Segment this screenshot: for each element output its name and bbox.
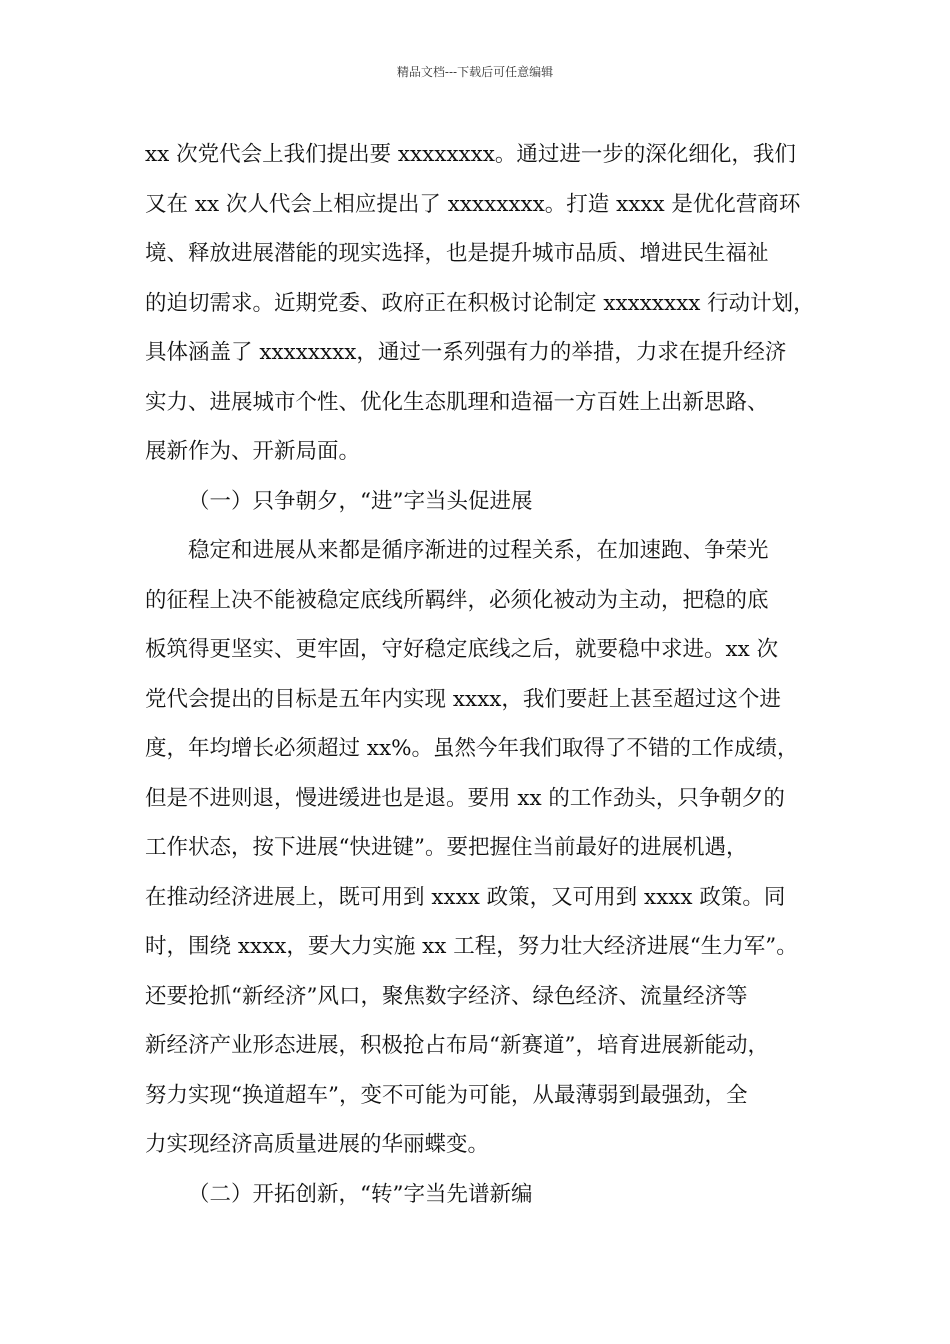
page-header: 精品文档---下载后可任意编辑 xyxy=(396,65,554,79)
document-body xyxy=(145,130,825,1219)
paragraph-line: 又在 xx 次人代会上相应提出了 xxxxxxxx。打造 xxxx 是优化营商环 xyxy=(145,191,801,217)
paragraph-line: 的迫切需求。近期党委、政府正在积极讨论制定 xxxxxxxx 行动计划， xyxy=(145,290,815,316)
paragraph-line: 在推动经济进展上，既可用到 xxxx 政策，又可用到 xxxx 政策。同 xyxy=(145,884,786,910)
paragraph-line: 力实现经济高质量进展的华丽蝶变。 xyxy=(145,1132,490,1157)
paragraph-line: 努力实现“换道超车”，变不可能为可能，从最薄弱到最强劲，全 xyxy=(145,1082,748,1108)
paragraph-line: 还要抢抓“新经济”风口，聚焦数字经济、绿色经济、流量经济等 xyxy=(145,983,748,1009)
paragraph-line: 的征程上决不能被稳定底线所羁绊，必须化被动为主动，把稳的底 xyxy=(145,587,769,613)
paragraph-line: 工作状态，按下进展“快进键”。要把握住当前最好的进展机遇， xyxy=(145,835,748,860)
paragraph-line: xx 次党代会上我们提出要 xxxxxxxx。通过进一步的深化细化，我们 xyxy=(145,142,796,167)
paragraph-line: 时，围绕 xxxx，要大力实施 xx 工程，努力壮大经济进展“生力军”。 xyxy=(145,934,798,959)
paragraph-line: 稳定和进展从来都是循序渐进的过程关系，在加速跑、争荣光 xyxy=(188,538,769,563)
section-heading-2: （二）开拓创新，“转”字当先谱新编 xyxy=(188,1181,533,1207)
paragraph-line: 度，年均增长必须超过 xx%。虽然今年我们取得了不错的工作成绩， xyxy=(145,736,799,761)
paragraph-line: 境、释放进展潜能的现实选择，也是提升城市品质、增进民生福祉 xyxy=(145,241,769,266)
paragraph-line: 板筑得更坚实、更牢固，守好稳定底线之后，就要稳中求进。xx 次 xyxy=(145,637,779,662)
paragraph-line: 新经济产业形态进展，积极抢占布局“新赛道”，培育进展新能动， xyxy=(145,1033,769,1058)
paragraph-line: 党代会提出的目标是五年内实现 xxxx，我们要赶上甚至超过这个进 xyxy=(145,686,781,712)
section-heading-1: （一）只争朝夕，“进”字当头促进展 xyxy=(188,488,533,514)
paragraph-line: 展新作为、开新局面。 xyxy=(145,439,361,464)
paragraph-line: 实力、进展城市个性、优化生态肌理和造福一方百姓上出新思路、 xyxy=(145,389,769,415)
paragraph-line: 但是不进则退，慢进缓进也是退。要用 xx 的工作劲头，只争朝夕的 xyxy=(145,785,785,811)
paragraph-line: 具体涵盖了 xxxxxxxx，通过一系列强有力的举措，力求在提升经济 xyxy=(145,340,787,365)
